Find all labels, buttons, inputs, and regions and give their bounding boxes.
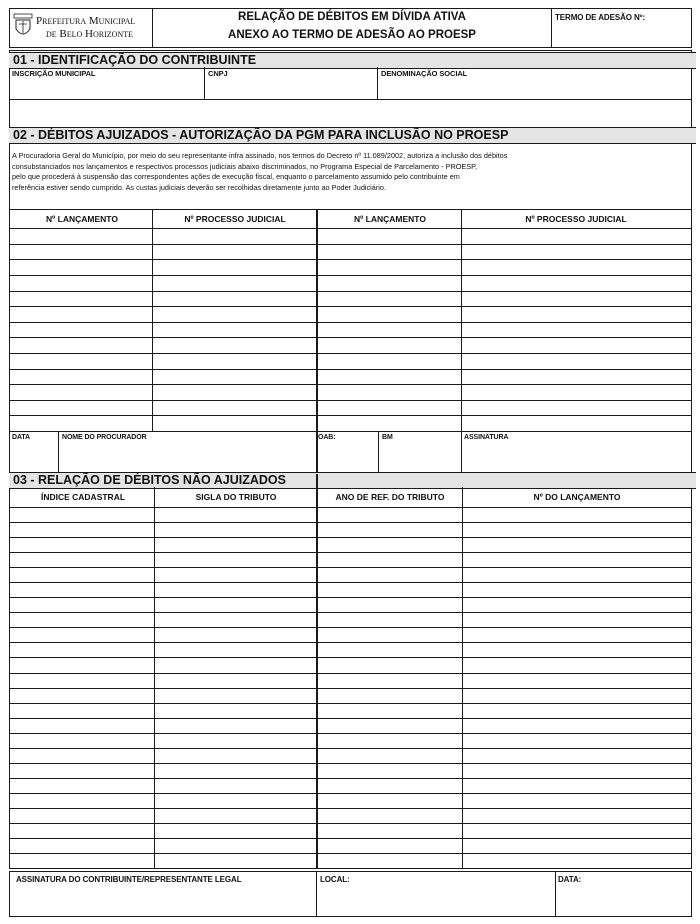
col-ano-referencia: ANO DE REF. DO TRIBUTO (335, 492, 445, 502)
oab-label: OAB: (318, 434, 336, 441)
inscricao-municipal-label: INSCRIÇÃO MUNICIPAL (12, 69, 96, 78)
denominacao-social-field-line2[interactable] (12, 101, 688, 126)
non-judicial-debt-row[interactable] (10, 613, 690, 626)
judicial-debt-row[interactable] (10, 276, 690, 290)
non-judicial-debt-row[interactable] (10, 734, 690, 747)
non-judicial-debt-row[interactable] (10, 553, 690, 566)
paragraph-line-1: A Procuradoria Geral do Município, por meio do seu representante infra assinado, nos termos do Decreto nº 11.089/2002, autoriza a inclusão dos débitos (12, 151, 508, 160)
municipal-logo (12, 11, 152, 45)
logo-line-1: Prefeitura Municipal (36, 15, 136, 27)
non-judicial-debt-row[interactable] (10, 809, 690, 822)
judicial-debt-row[interactable] (10, 292, 690, 306)
local-field[interactable] (320, 886, 553, 915)
judicial-debt-row[interactable] (10, 229, 690, 243)
non-judicial-debt-row[interactable] (10, 568, 690, 581)
assinatura-procurador-label: ASSINATURA (464, 434, 509, 441)
col-processo-2: Nº PROCESSO JUDICIAL (525, 214, 627, 224)
denominacao-social-label: DENOMINAÇÃO SOCIAL (381, 69, 468, 78)
cnpj-label: CNPJ (208, 69, 228, 78)
judicial-debt-row[interactable] (10, 416, 690, 430)
nome-procurador-field[interactable] (61, 444, 314, 470)
section-1-title: 01 - IDENTIFICAÇÃO DO CONTRIBUINTE (9, 52, 696, 69)
termo-adesao-label: TERMO DE ADESÃO Nº: (555, 13, 646, 22)
non-judicial-debt-row[interactable] (10, 839, 690, 852)
data-footer-field[interactable] (558, 886, 689, 915)
paragraph-line-3: pelo que procederá à suspensão das correspondentes ações de execução fiscal, enquanto o parcelamento assumido pelo contribuinte em (12, 172, 460, 182)
non-judicial-debt-row[interactable] (10, 674, 690, 687)
col-sigla-tributo: SIGLA DO TRIBUTO (195, 492, 277, 502)
denominacao-social-field[interactable] (380, 79, 688, 98)
judicial-debt-row[interactable] (10, 245, 690, 259)
non-judicial-debt-row[interactable] (10, 794, 690, 807)
paragraph-line-4: referência estiver sendo cumprido. As custas judiciais deverão ser recolhidas diretamente junto ao Poder Judiciário. (12, 182, 386, 192)
non-judicial-debt-row[interactable] (10, 719, 690, 732)
pgm-authorization-text (12, 151, 652, 193)
col-indice-cadastral: ÍNDICE CADASTRAL (40, 492, 126, 502)
bm-label: BM (382, 434, 393, 441)
non-judicial-debt-row[interactable] (10, 689, 690, 702)
oab-field[interactable] (319, 444, 376, 470)
termo-adesao-field[interactable] (555, 24, 689, 46)
section-3-title: 03 - RELAÇÃO DE DÉBITOS NÃO AJUIZADOS (9, 472, 696, 489)
judicial-debt-row[interactable] (10, 370, 690, 384)
section-2-title: 02 - DÉBITOS AJUIZADOS - AUTORIZAÇÃO DA PGM PARA INCLUSÃO NO PROESP (9, 127, 696, 144)
assinatura-procurador-field[interactable] (464, 444, 688, 470)
col-processo-1: Nº PROCESSO JUDICIAL (184, 214, 286, 224)
paragraph-line-2: consubstanciados nos lançamentos e respectivos processos judiciais abaixo discriminados, no Programa Especial de Parcelamento - PROESP, (12, 161, 478, 171)
form-subtitle: ANEXO AO TERMO DE ADESÃO AO PROESP (228, 29, 476, 41)
local-label: LOCAL: (320, 875, 350, 884)
data-field[interactable] (12, 444, 56, 470)
judicial-debt-row[interactable] (10, 354, 690, 368)
non-judicial-debt-row[interactable] (10, 824, 690, 837)
assinatura-contribuinte-field[interactable] (14, 886, 314, 915)
coat-of-arms-icon (12, 13, 34, 41)
judicial-debt-row[interactable] (10, 260, 690, 274)
non-judicial-debt-row[interactable] (10, 508, 690, 521)
non-judicial-debt-row[interactable] (10, 854, 690, 867)
col-numero-lancamento: Nº DO LANÇAMENTO (533, 492, 621, 502)
non-judicial-debt-row[interactable] (10, 764, 690, 777)
non-judicial-debt-row[interactable] (10, 704, 690, 717)
nome-procurador-label: NOME DO PROCURADOR (62, 434, 147, 441)
non-judicial-debt-row[interactable] (10, 779, 690, 792)
non-judicial-debt-row[interactable] (10, 628, 690, 641)
inscricao-municipal-field[interactable] (12, 79, 202, 98)
col-lancamento-2: Nº LANÇAMENTO (354, 214, 426, 224)
judicial-debt-row[interactable] (10, 338, 690, 352)
non-judicial-debt-row[interactable] (10, 749, 690, 762)
logo-line-2: de Belo Horizonte (46, 28, 133, 40)
non-judicial-debt-row[interactable] (10, 598, 690, 611)
assinatura-contribuinte-label: ASSINATURA DO CONTRIBUINTE/REPRESENTANTE LEGAL (16, 875, 242, 884)
non-judicial-debt-row[interactable] (10, 523, 690, 536)
judicial-debt-row[interactable] (10, 401, 690, 415)
non-judicial-debt-row[interactable] (10, 643, 690, 656)
non-judicial-debt-row[interactable] (10, 658, 690, 671)
col-lancamento-1: Nº LANÇAMENTO (46, 214, 118, 224)
bm-field[interactable] (381, 444, 459, 470)
non-judicial-debt-row[interactable] (10, 583, 690, 596)
data-label: DATA (12, 434, 31, 441)
judicial-debt-row[interactable] (10, 385, 690, 399)
judicial-debt-row[interactable] (10, 307, 690, 321)
judicial-debt-row[interactable] (10, 323, 690, 337)
data-footer-label: DATA: (558, 875, 582, 884)
form-title: RELAÇÃO DE DÉBITOS EM DÍVIDA ATIVA (238, 11, 466, 23)
non-judicial-debt-row[interactable] (10, 538, 690, 551)
cnpj-field[interactable] (207, 79, 375, 98)
non-judicial-debt-rule (9, 868, 692, 869)
